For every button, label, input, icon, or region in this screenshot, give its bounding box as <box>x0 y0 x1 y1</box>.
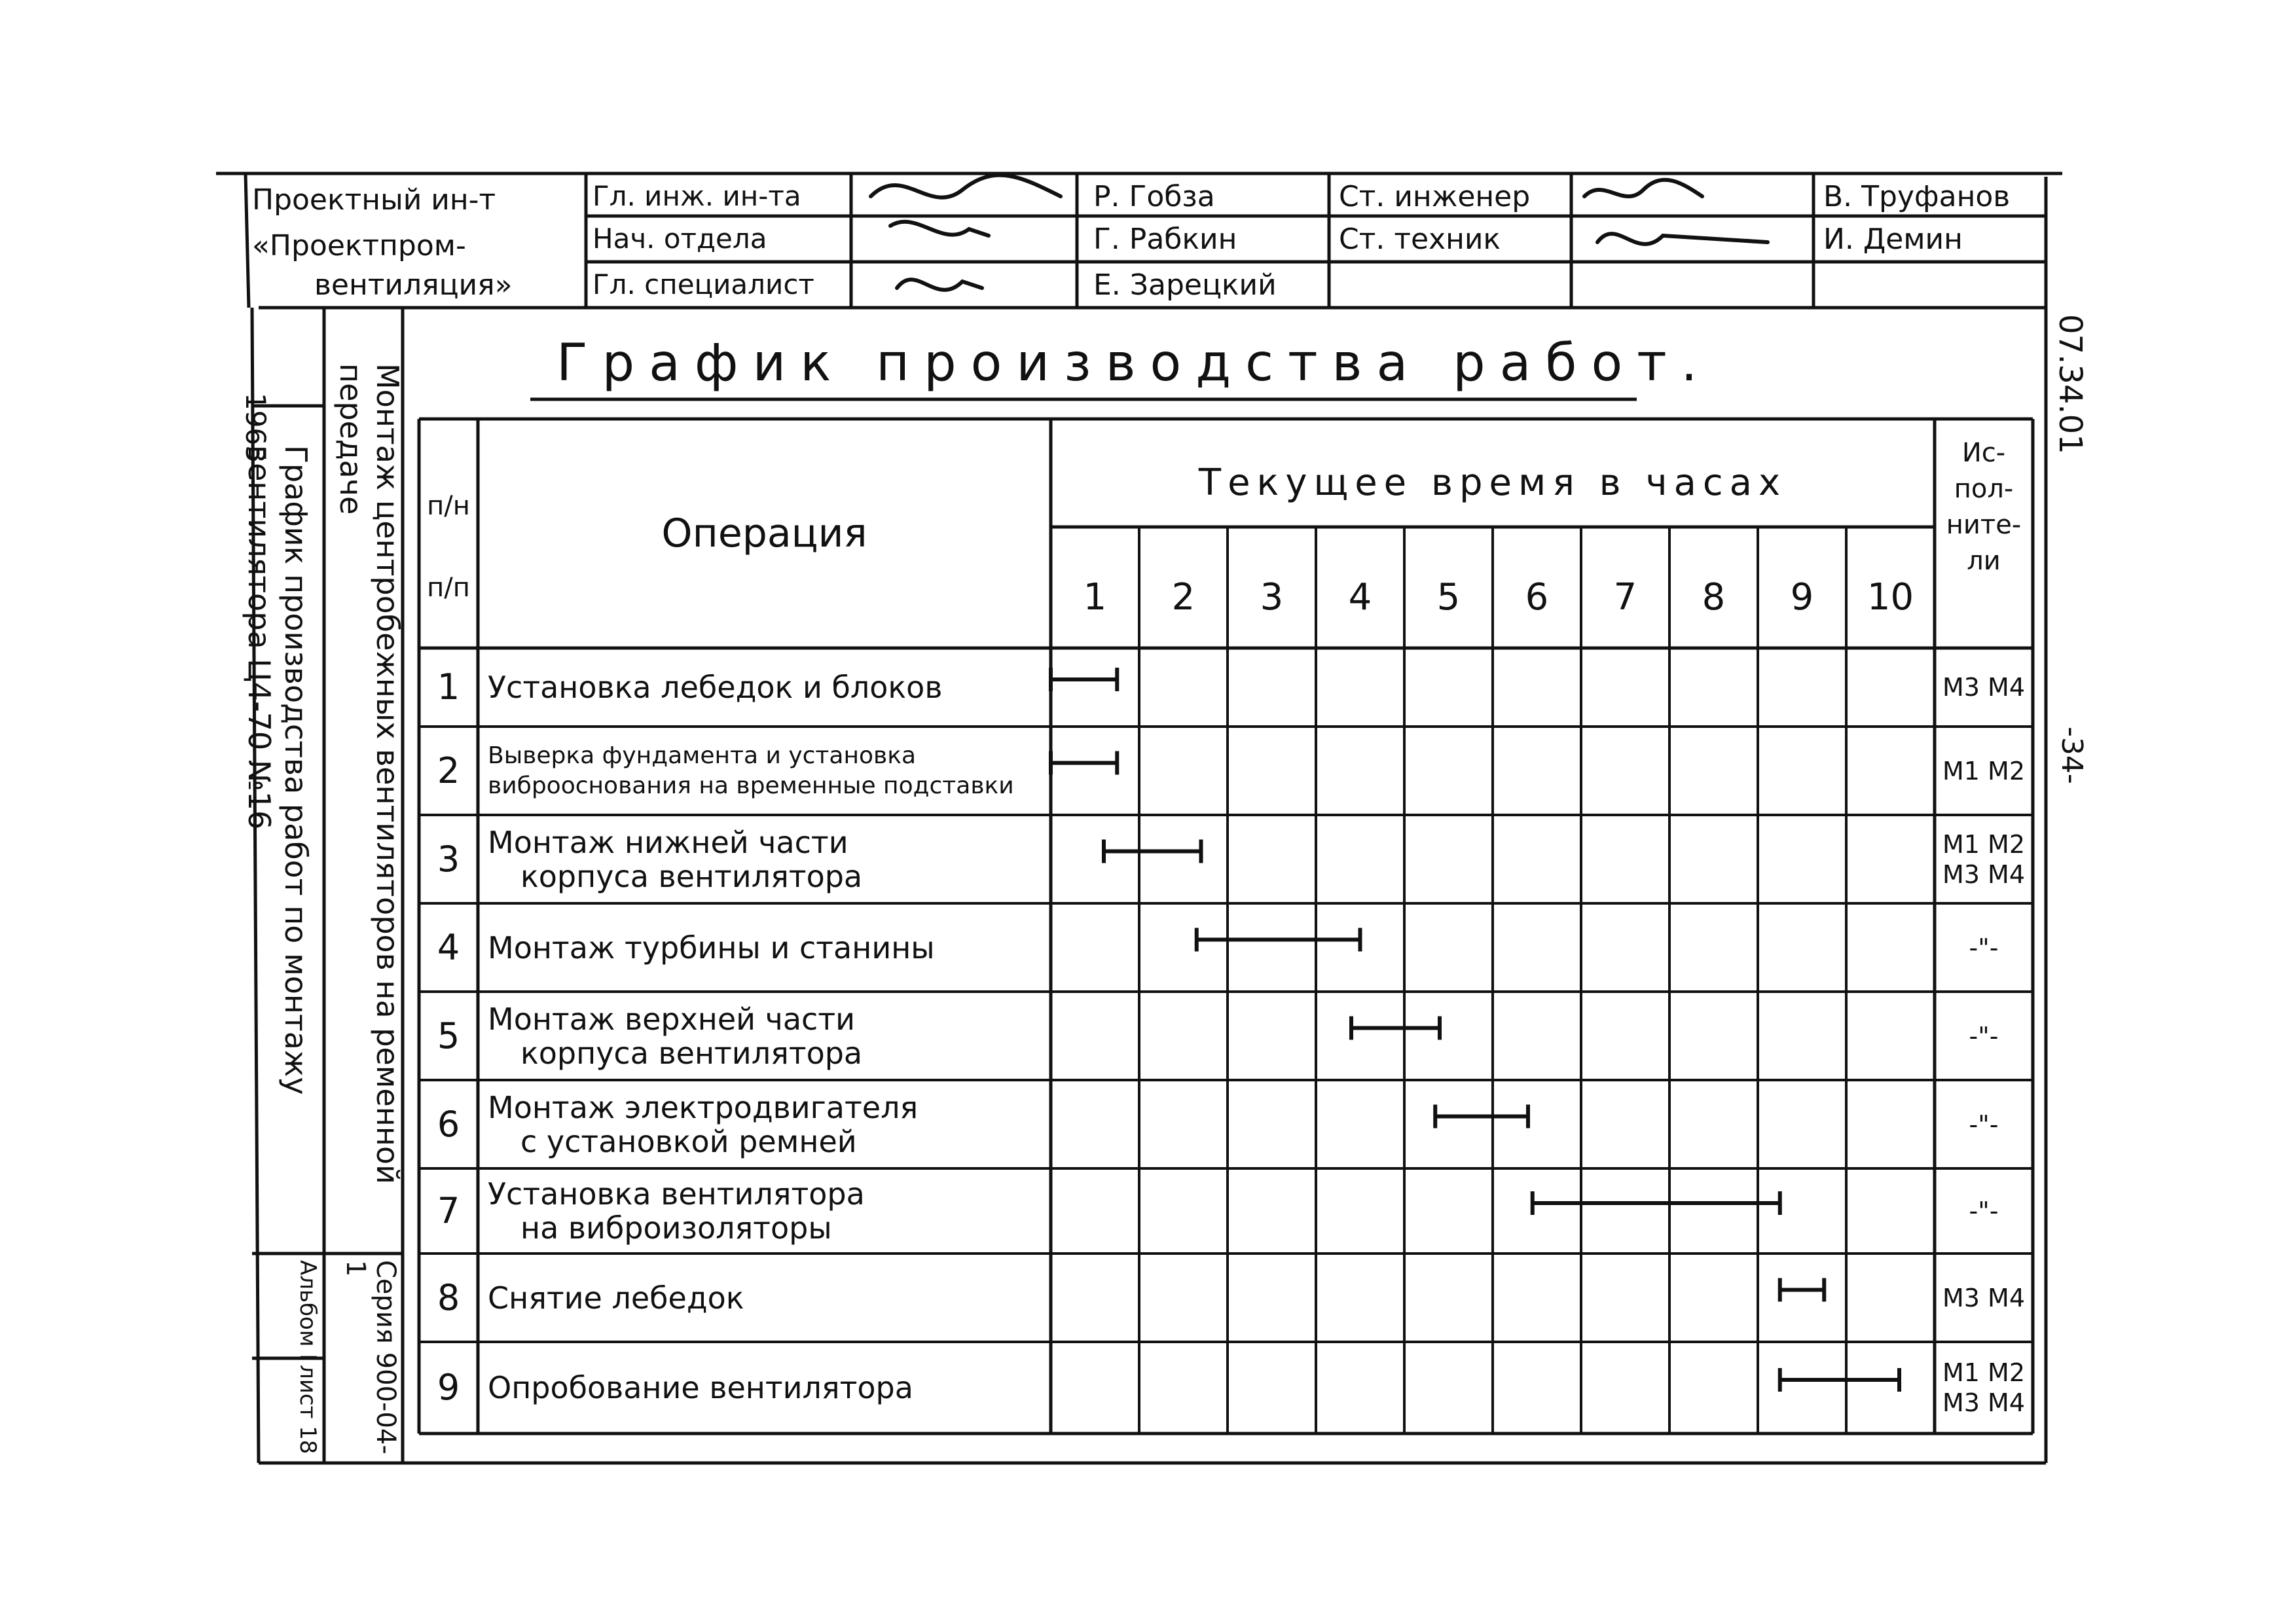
exec-header-line-4: ли <box>1967 546 2001 576</box>
hour-label: 3 <box>1260 576 1284 619</box>
role-senior-technician: Ст. техник <box>1339 223 1501 256</box>
row-operation-line: Опробование вентилятора <box>488 1370 913 1405</box>
exec-header-line-1: Ис- <box>1961 438 2006 468</box>
row-executor-line: -"- <box>1969 1197 1999 1225</box>
name-gobza: Р. Гобза <box>1093 180 1215 213</box>
institute-name-line-1: Проектный ин-т <box>252 183 496 217</box>
series-label: Серия 900-04-1 <box>340 1260 401 1454</box>
page-number: -34- <box>2055 727 2088 784</box>
name-demin: И. Демин <box>1823 223 1963 256</box>
row-executor-line: -"- <box>1969 1021 1999 1051</box>
row-operation-line: Снятие лебедок <box>488 1280 744 1316</box>
sheet-label: лист 18 <box>295 1365 321 1454</box>
row-operation-line: на виброизоляторы <box>520 1210 832 1246</box>
hour-label: 4 <box>1348 576 1372 619</box>
row-executors <box>1935 1358 2033 1418</box>
row-operation <box>488 670 1044 704</box>
hour-label: 6 <box>1525 576 1549 619</box>
year-label: 1965 <box>240 393 272 463</box>
row-operation-line: корпуса вентилятора <box>520 1035 863 1071</box>
row-operation-line: виброоснования на временные подставки <box>488 772 1014 799</box>
row-operation-line: Выверка фундамента и установка <box>488 742 917 769</box>
name-rabkin: Г. Рабкин <box>1093 223 1237 256</box>
row-number: 6 <box>437 1103 460 1145</box>
role-chief-specialist: Гл. специалист <box>592 268 814 300</box>
row-operation-line: Монтаж верхней части <box>488 1001 856 1037</box>
row-executor-line: М3 М4 <box>1942 1388 2025 1417</box>
row-operation-line: Установка вентилятора <box>488 1176 865 1212</box>
hour-label: 8 <box>1702 576 1726 619</box>
row-executor-line: -"- <box>1969 1110 1999 1139</box>
row-operation-line: Монтаж электродвигателя <box>488 1089 919 1125</box>
row-number: 9 <box>437 1367 460 1408</box>
row-operation <box>488 1177 1044 1245</box>
exec-header-line-3: ните- <box>1946 510 2022 540</box>
row-executor-line: М3 М4 <box>1942 1283 2025 1312</box>
hour-label: 7 <box>1613 576 1637 619</box>
row-operation <box>488 1371 1044 1405</box>
hour-label: 1 <box>1083 576 1107 619</box>
row-operation <box>488 931 1044 965</box>
col-operation-header: Операция <box>661 511 867 556</box>
strip-subtitle: Монтаж центробежных вентиляторов на ременной передаче <box>333 363 405 1184</box>
name-trufanov: В. Труфанов <box>1823 180 2011 213</box>
strip-title: График производства работ по монтажу вентилятора Ц4-70 №16 <box>242 445 314 1095</box>
exec-header-line-2: пол- <box>1954 474 2014 504</box>
row-number: 7 <box>437 1190 460 1231</box>
row-operation-line: корпуса вентилятора <box>520 858 863 894</box>
row-operation-line: с установкой ремней <box>520 1123 857 1159</box>
row-executor-line: М1 М2 <box>1942 756 2025 785</box>
time-header: Текущее время в часах <box>1198 461 1787 504</box>
row-number: 3 <box>437 838 460 880</box>
col-number-header-bottom: п/п <box>427 573 470 603</box>
row-number: 4 <box>437 926 460 968</box>
hour-label: 5 <box>1436 576 1461 619</box>
row-executor-line: М1 М2 <box>1942 1358 2025 1387</box>
row-operation <box>488 825 1044 893</box>
col-executors-header <box>1935 435 2033 579</box>
document-code: 07.34.01 <box>2052 314 2088 454</box>
row-executors <box>1935 672 2033 702</box>
role-department-head: Нач. отдела <box>592 223 767 255</box>
row-operation-line: Монтаж турбины и станины <box>488 929 935 965</box>
row-executors <box>1935 1021 2033 1051</box>
row-executors <box>1935 1283 2033 1313</box>
row-executors <box>1935 1196 2033 1226</box>
role-chief-engineer: Гл. инж. ин-та <box>592 180 801 212</box>
row-number: 1 <box>437 666 460 708</box>
role-senior-engineer: Ст. инженер <box>1339 180 1531 213</box>
row-executor-line: М3 М4 <box>1942 859 2025 889</box>
name-zaretsky: Е. Зарецкий <box>1093 268 1277 302</box>
row-executors <box>1935 756 2033 786</box>
institute-name-line-3: вентиляция» <box>314 268 513 302</box>
hour-label: 2 <box>1171 576 1195 619</box>
row-operation-line: Монтаж нижней части <box>488 824 848 860</box>
row-number: 8 <box>437 1276 460 1318</box>
album-label: Альбом I <box>295 1260 321 1361</box>
row-executor-line: М3 М4 <box>1942 673 2025 702</box>
page-title: График производства работ. <box>556 334 1712 393</box>
row-executor-line: М1 М2 <box>1942 829 2025 859</box>
hour-label: 10 <box>1867 576 1914 619</box>
row-executor-line: -"- <box>1969 933 1999 962</box>
row-executors <box>1935 829 2033 890</box>
hour-label: 9 <box>1790 576 1814 619</box>
col-number-header-top: п/н <box>427 491 470 521</box>
row-executors <box>1935 1110 2033 1140</box>
row-number: 2 <box>437 749 460 791</box>
row-operation <box>488 1002 1044 1070</box>
row-executors <box>1935 933 2033 963</box>
row-operation <box>488 1281 1044 1315</box>
row-number: 5 <box>437 1015 460 1056</box>
row-operation <box>488 1091 1044 1159</box>
row-operation-line: Установка лебедок и блоков <box>488 670 943 705</box>
row-operation <box>488 741 1044 801</box>
institute-name-line-2: «Проектпром- <box>252 229 466 262</box>
